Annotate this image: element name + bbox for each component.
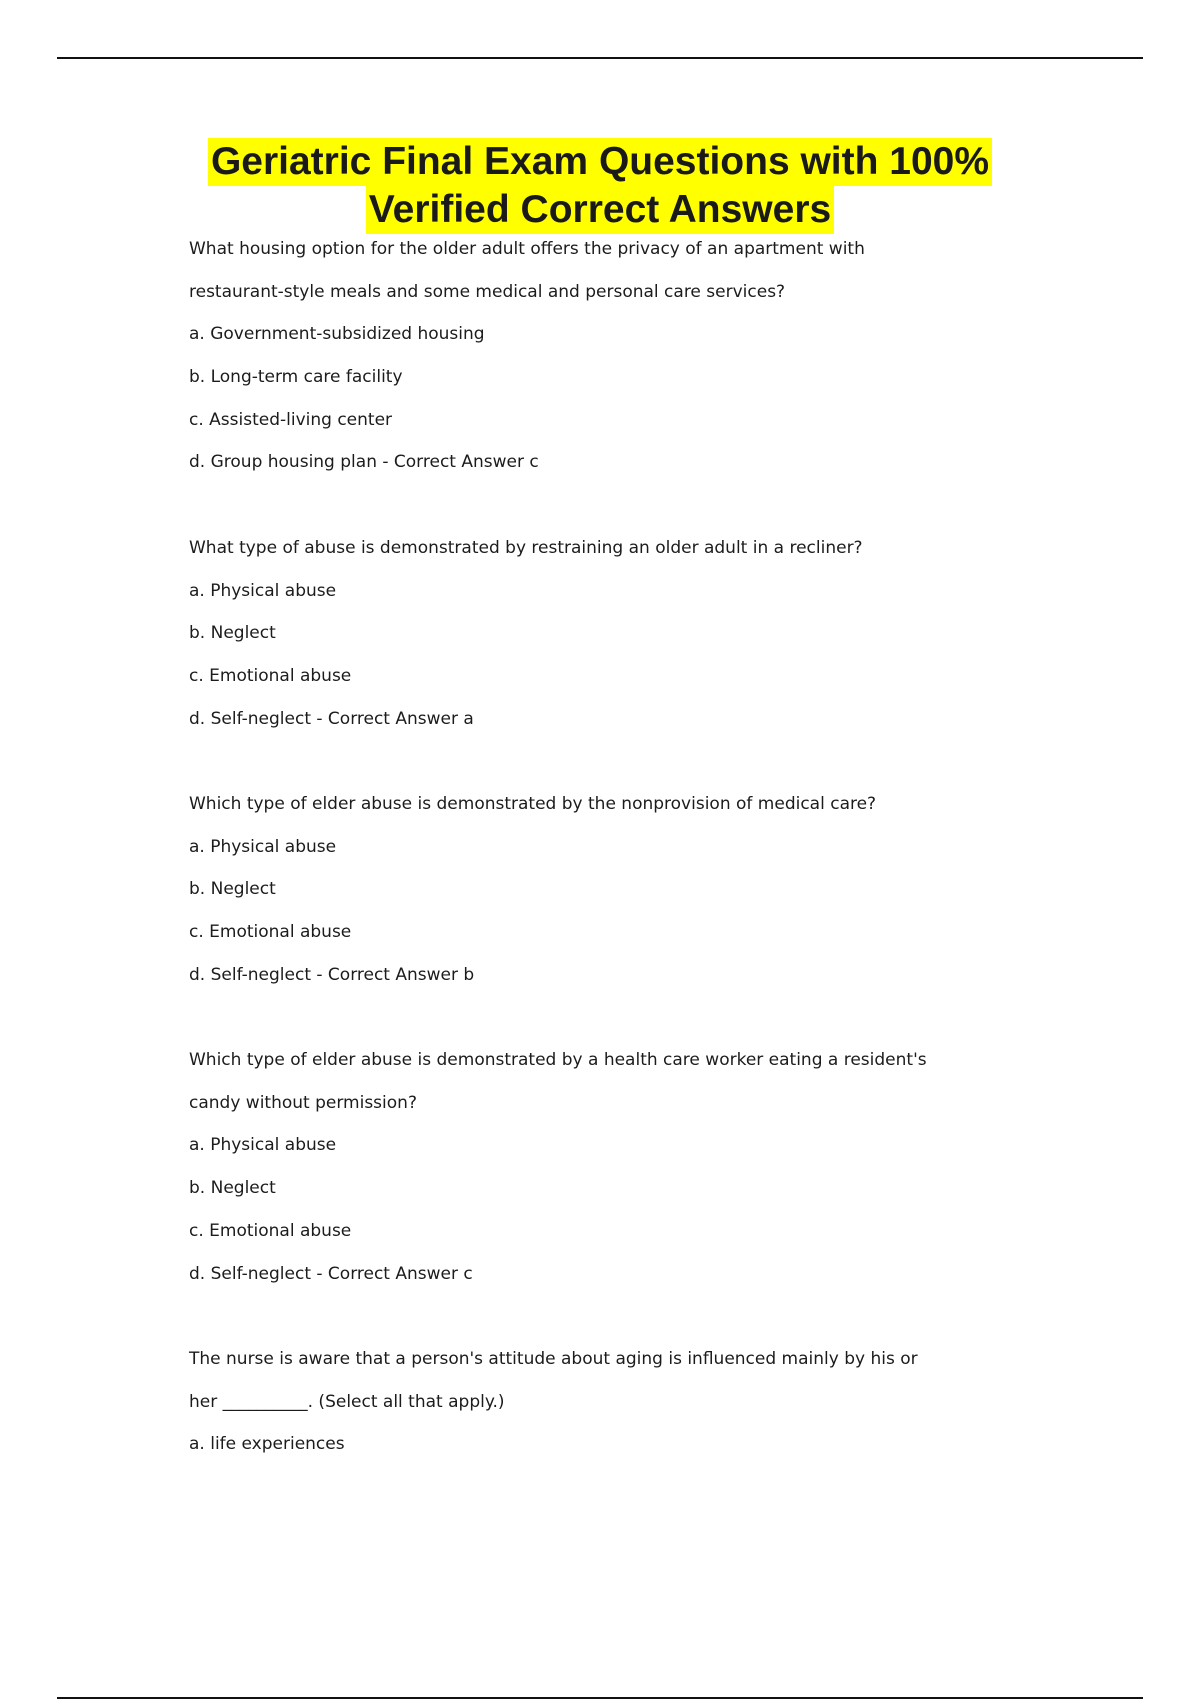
answer-option: c. Emotional abuse — [189, 922, 352, 942]
answer-option: b. Neglect — [189, 1178, 276, 1199]
answer-option-with-correct-answer: d. Self-neglect - Correct Answer b — [189, 964, 475, 985]
answer-option-with-correct-answer: d. Self-neglect - Correct Answer c — [189, 1263, 473, 1284]
bottom-rule — [57, 1697, 1143, 1699]
answer-option: b. Long-term care facility — [189, 367, 403, 388]
answer-option: a. Physical abuse — [189, 580, 337, 601]
question-stem-line: What type of abuse is demonstrated by restraining an older adult in a recliner? — [189, 537, 863, 558]
answer-option: a. Physical abuse — [189, 836, 337, 857]
question-spacer — [189, 996, 1089, 1039]
title-line-2: Verified Correct Answers — [366, 186, 834, 234]
answer-option: a. life experiences — [189, 1434, 345, 1455]
answer-option: b. Neglect — [189, 623, 276, 644]
question-5 — [189, 1338, 1089, 1466]
question-stem-line: Which type of elder abuse is demonstrated by the nonprovision of medical care? — [189, 793, 877, 814]
question-3 — [189, 783, 1089, 996]
question-4 — [189, 1039, 1089, 1295]
answer-option: b. Neglect — [189, 879, 276, 900]
question-stem-line: What housing option for the older adult offers the privacy of an apartment with — [189, 239, 865, 259]
question-1 — [189, 228, 1089, 484]
question-spacer — [189, 1295, 1089, 1338]
question-2 — [189, 527, 1089, 740]
document-title — [0, 138, 1200, 234]
question-stem-line: restaurant-style meals and some medical and personal care services? — [189, 281, 786, 302]
answer-option: c. Emotional abuse — [189, 665, 352, 686]
answer-option: c. Emotional abuse — [189, 1220, 352, 1241]
answer-option-with-correct-answer: d. Self-neglect - Correct Answer a — [189, 708, 474, 729]
question-stem-line: Which type of elder abuse is demonstrated by a health care worker eating a resident's — [189, 1050, 927, 1071]
question-spacer — [189, 484, 1089, 527]
questions-list — [189, 228, 1089, 1466]
top-rule — [57, 57, 1143, 59]
question-stem-line: The nurse is aware that a person's attitude about aging is influenced mainly by his or — [189, 1348, 918, 1369]
question-spacer — [189, 740, 1089, 783]
answer-option: a. Physical abuse — [189, 1135, 337, 1156]
question-stem-line: her __________. (Select all that apply.) — [189, 1391, 505, 1412]
question-stem-line: candy without permission? — [189, 1092, 417, 1113]
answer-option: c. Assisted-living center — [189, 409, 393, 430]
answer-option-with-correct-answer: d. Group housing plan - Correct Answer c — [189, 452, 539, 473]
answer-option: a. Government-subsidized housing — [189, 324, 485, 345]
title-line-1: Geriatric Final Exam Questions with 100% — [208, 138, 992, 186]
